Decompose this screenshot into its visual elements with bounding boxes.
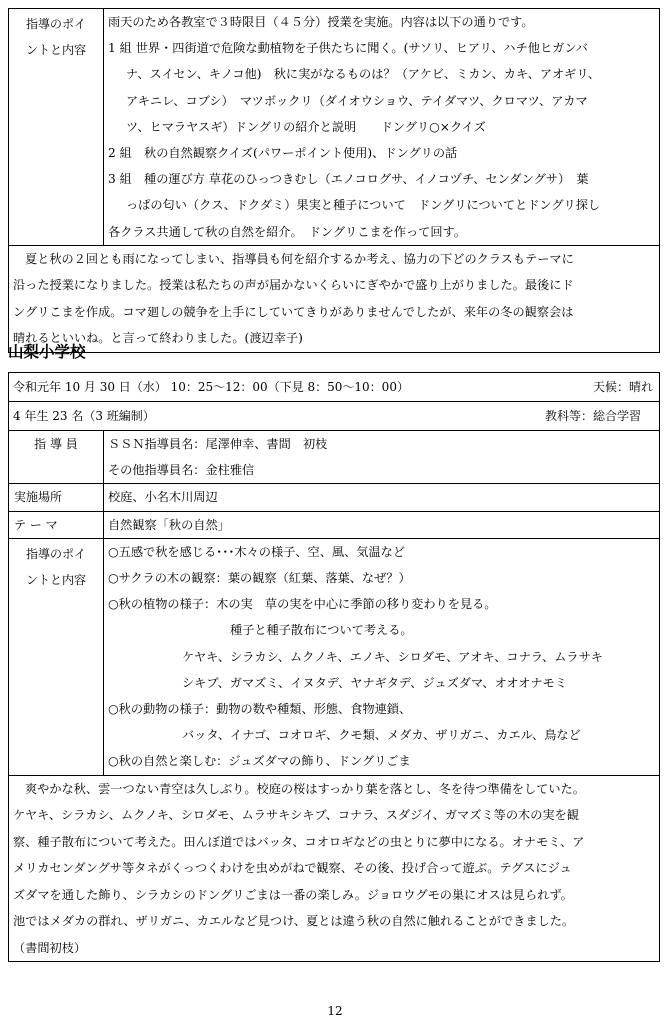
summary-line: 察、種子散布について考えた。田んぼ道ではバッタ、コオロギなどの虫とりに夢中になる。オナモミ、ア [13,834,585,849]
content-line: ○秋の自然と楽しむ：ジュズダマの飾り、ドングリごま [108,754,411,769]
summary-line: 晴れるといいね。と言って終わりました。(渡辺幸子) [13,331,303,346]
summary [9,776,589,962]
theme-row [9,512,659,539]
summary-line: （書間初枝） [13,940,87,955]
weather: 天候：晴れ [592,380,653,394]
content-line: ケヤキ、シラカシ、ムクノキ、エノキ、シロダモ、アオキ、コナラ、ムラサキ [182,649,603,664]
content-line: ナ、スイセン、キノコ他) 秋に実がなるものは？（アケビ、ミカン、カキ、アオギリ、 [126,67,601,82]
content-line: アキニレ、コブシ） マツボックリ（ダイオウショウ、テイダマツ、クロマツ、アカマ [126,93,588,108]
content-line: ○五感で秋を感じる･･･木々の様子、空、風、気温など [108,544,406,559]
summary-line: メリカセンダングサ等タネがくっつくわけを虫めがねで観察、その後、投げ合って遊ぶ。テグスにジュ [13,861,572,876]
top-points-row [9,9,659,246]
content-line: ○秋の動物の様子：動物の数や種類、形態、食物連鎖、 [108,702,412,717]
subject-info: 教科等：総合学習 [544,409,641,423]
grade-info: 4 年生 23 名（3 班編制） [13,409,155,423]
content-line: 種子と種子散布について考える。 [230,623,413,638]
content-line: 雨天のため各教室で３時限目（４５分）授業を実施。内容は以下の通りです。 [108,15,534,29]
theme-label: テ ー マ [9,512,104,538]
content-line: っぱの匂い（クス、ドクダミ）果実と種子について ドングリについてとドングリ探し [126,198,601,213]
page-number: 12 [327,1004,343,1018]
summary-line: 沿った授業になりました。授業は私たちの声が届かないくらいにぎやかで盛り上がりました。最後にド [13,278,574,293]
theme-value: 自然観察「秋の自然」 [108,517,230,532]
content-line: 2 組 秋の自然観察クイズ(パワーポイント使用)、ドングリの話 [108,146,458,161]
summary-line: ケヤキ、シラカシ、ムクノキ、シロダモ、ムラサキシキブ、コナラ、スダジイ、ガマズミ等の木の実を観 [13,808,579,823]
instructor-row [9,431,659,484]
content-line: ○秋の植物の様子：木の実 草の実を中心に季節の移り変わりを見る。 [108,597,497,612]
summary-line: 夏と秋の２回とも雨になってしまい、指導員も何を紹介するか考え、協力の下どのクラスもテーマに [25,251,574,266]
points-label: 指導のポイ ントと内容 [9,539,104,775]
date-time: 令和元年 10 月 30 日（水） 10：25〜12：00（下見 8：50〜10：00） [13,380,409,394]
place-label: 実施場所 [9,484,104,510]
points-content [104,9,659,245]
instructor-label: 指 導 員 [9,431,104,483]
content-line: 3 組 種の運び方 草花のひっつきむし（エノコログサ、イノコヅチ、センダングサ） 葉 [108,172,589,187]
place-value: 校庭、小名木川周辺 [108,490,218,505]
school-report-table [8,372,660,962]
content-line: ○サクラの木の観察：葉の観察（紅葉、落葉、なぜ？） [108,571,411,586]
points-content [104,539,659,775]
points-row [9,539,659,776]
summary-line: ングリこまを作成。コマ廻しの競争を上手にしていてきりがありませんでしたが、来年の冬の観察会は [13,304,574,319]
content-line: バッタ、イナゴ、コオロギ、クモ類、メダカ、ザリガニ、カエル、鳥など [182,728,581,743]
content-line: シキブ、ガマズミ、イヌタデ、ヤナギタデ、ジュズダマ、オオオナモミ [182,675,567,690]
content-line: ツ、ヒマラヤスギ）ドングリの紹介と説明 ドングリ○×クイズ [126,119,486,134]
grade-row [9,402,659,431]
top-summary-row [9,246,659,352]
points-label: 指導のポイ ントと内容 [9,9,104,245]
instructor-value: ＳＳＮ指導員名：尾澤伸幸、書間 初枝 その他指導員名：金柱雅信 [108,437,328,478]
content-line: 各クラス共通して秋の自然を紹介。 ドングリこまを作って回す。 [108,224,466,239]
content-line: 1 組 世界・四街道で危険な動植物を子供たちに聞く。(サソリ、ヒアリ、ハチ他ヒガンバ [108,41,588,56]
summary-line: 爽やかな秋、雲一つない青空は久しぶり。校庭の桜はすっかり葉を落とし、冬を待つ準備をしていた。 [25,781,585,796]
summary-line: ズダマを通した飾り、シラカシのドングリごまは一番の楽しみ。ジョロウグモの巣にオスは見られず。 [13,887,573,902]
section-title: 山梨小学校 [8,343,86,361]
summary-row [9,776,659,962]
top-summary [9,246,578,352]
summary-line: 池ではメダカの群れ、ザリガニ、カエルなど見つけ、夏とは違う秋の自然に触れることができました。 [13,914,575,929]
place-row [9,484,659,511]
top-report-table [8,8,660,353]
date-row [9,373,659,402]
